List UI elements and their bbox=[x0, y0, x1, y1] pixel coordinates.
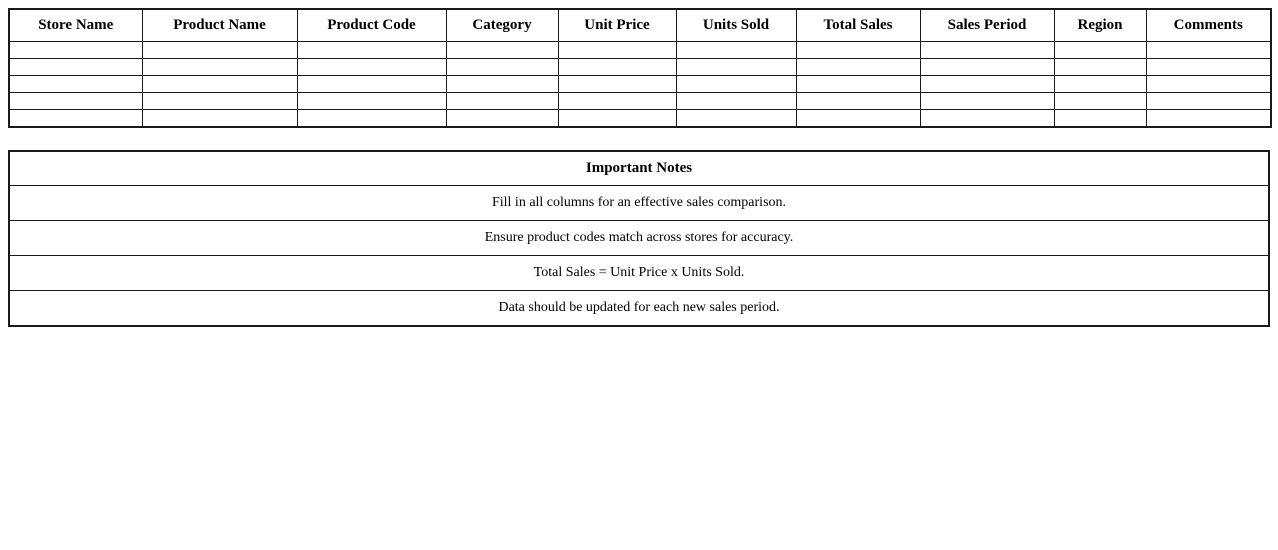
table-cell[interactable] bbox=[9, 42, 142, 59]
table-cell[interactable] bbox=[1054, 110, 1146, 128]
table-cell[interactable] bbox=[1146, 76, 1271, 93]
table-cell[interactable] bbox=[446, 76, 558, 93]
table-cell[interactable] bbox=[142, 59, 297, 76]
table-cell[interactable] bbox=[1054, 76, 1146, 93]
table-cell[interactable] bbox=[920, 42, 1054, 59]
table-cell[interactable] bbox=[297, 93, 446, 110]
table-cell[interactable] bbox=[446, 110, 558, 128]
column-header-total-sales: Total Sales bbox=[796, 9, 920, 42]
table-cell[interactable] bbox=[920, 59, 1054, 76]
table-cell[interactable] bbox=[297, 110, 446, 128]
table-cell[interactable] bbox=[558, 93, 676, 110]
table-cell[interactable] bbox=[676, 59, 796, 76]
column-header-region: Region bbox=[1054, 9, 1146, 42]
table-cell[interactable] bbox=[1054, 93, 1146, 110]
table-cell[interactable] bbox=[558, 59, 676, 76]
table-cell[interactable] bbox=[297, 42, 446, 59]
sales-comparison-table bbox=[8, 8, 1272, 128]
note-row bbox=[9, 186, 1269, 221]
column-header-product-code: Product Code bbox=[297, 9, 446, 42]
table-cell[interactable] bbox=[676, 42, 796, 59]
column-header-units-sold: Units Sold bbox=[676, 9, 796, 42]
table-cell[interactable] bbox=[676, 76, 796, 93]
table-cell[interactable] bbox=[142, 42, 297, 59]
note-item: Total Sales = Unit Price x Units Sold. bbox=[9, 256, 1269, 291]
table-cell[interactable] bbox=[142, 93, 297, 110]
note-item: Data should be updated for each new sales period. bbox=[9, 291, 1269, 327]
table-cell[interactable] bbox=[796, 93, 920, 110]
notes-title: Important Notes bbox=[9, 151, 1269, 186]
table-cell[interactable] bbox=[297, 76, 446, 93]
table-cell[interactable] bbox=[558, 76, 676, 93]
table-cell[interactable] bbox=[1146, 110, 1271, 128]
table-cell[interactable] bbox=[558, 42, 676, 59]
table-cell[interactable] bbox=[446, 59, 558, 76]
table-row bbox=[9, 93, 1271, 110]
table-cell[interactable] bbox=[796, 76, 920, 93]
note-item: Fill in all columns for an effective sales comparison. bbox=[9, 186, 1269, 221]
note-row bbox=[9, 221, 1269, 256]
table-cell[interactable] bbox=[558, 110, 676, 128]
table-cell[interactable] bbox=[1146, 59, 1271, 76]
table-cell[interactable] bbox=[920, 110, 1054, 128]
table-cell[interactable] bbox=[676, 110, 796, 128]
notes-title-row bbox=[9, 151, 1269, 186]
column-header-comments: Comments bbox=[1146, 9, 1271, 42]
table-cell[interactable] bbox=[142, 76, 297, 93]
column-header-category: Category bbox=[446, 9, 558, 42]
table-cell[interactable] bbox=[1054, 42, 1146, 59]
table-row bbox=[9, 76, 1271, 93]
table-cell[interactable] bbox=[796, 59, 920, 76]
note-row bbox=[9, 256, 1269, 291]
important-notes-table bbox=[8, 150, 1270, 327]
note-item: Ensure product codes match across stores for accuracy. bbox=[9, 221, 1269, 256]
table-cell[interactable] bbox=[920, 93, 1054, 110]
note-row bbox=[9, 291, 1269, 327]
table-cell[interactable] bbox=[1146, 42, 1271, 59]
table-cell[interactable] bbox=[920, 76, 1054, 93]
table-cell[interactable] bbox=[446, 42, 558, 59]
table-cell[interactable] bbox=[142, 110, 297, 128]
sales-table-header-row bbox=[9, 9, 1271, 42]
table-cell[interactable] bbox=[9, 93, 142, 110]
table-cell[interactable] bbox=[446, 93, 558, 110]
table-cell[interactable] bbox=[1054, 59, 1146, 76]
column-header-product-name: Product Name bbox=[142, 9, 297, 42]
table-cell[interactable] bbox=[297, 59, 446, 76]
table-cell[interactable] bbox=[9, 76, 142, 93]
table-cell[interactable] bbox=[1146, 93, 1271, 110]
table-cell[interactable] bbox=[9, 110, 142, 128]
table-row bbox=[9, 110, 1271, 128]
table-cell[interactable] bbox=[9, 59, 142, 76]
column-header-sales-period: Sales Period bbox=[920, 9, 1054, 42]
table-cell[interactable] bbox=[796, 42, 920, 59]
table-cell[interactable] bbox=[796, 110, 920, 128]
table-row bbox=[9, 59, 1271, 76]
table-cell[interactable] bbox=[676, 93, 796, 110]
column-header-unit-price: Unit Price bbox=[558, 9, 676, 42]
table-row bbox=[9, 42, 1271, 59]
column-header-store-name: Store Name bbox=[9, 9, 142, 42]
